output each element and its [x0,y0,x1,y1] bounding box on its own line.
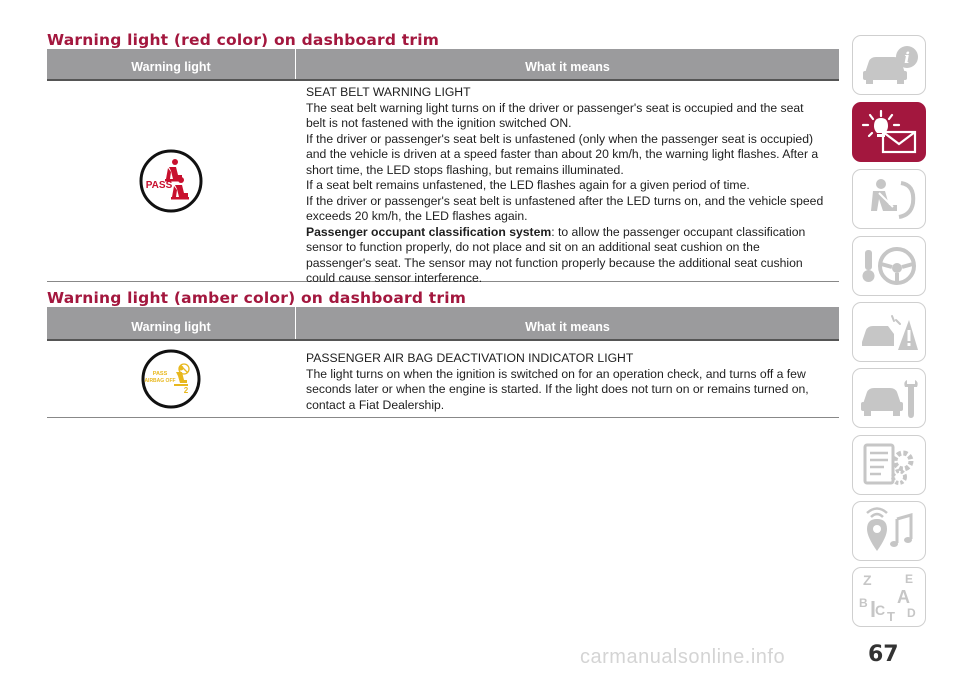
col-header-what-it-means: What it means [295,307,839,339]
car-info-icon [859,43,919,87]
tab-emergency[interactable] [852,302,926,362]
tab-alphabetical-index[interactable] [852,567,926,627]
index-letter: D [907,606,916,620]
col-header-warning-light: Warning light [131,320,211,334]
bold-term: Passenger occupant classification system [306,224,552,239]
maintenance-icon [859,374,919,422]
svg-text:i: i [904,49,910,67]
description-paragraph: If a seat belt remains unfastened, the LED flashes again for a given period of time. [306,178,750,192]
section-heading-red: Warning light (red color) on dashboard trim [47,31,440,49]
tab-vehicle-info[interactable] [852,35,926,95]
safety-airbag-icon [859,175,919,223]
col-header-warning-light: Warning light [131,60,211,74]
tab-starting-driving[interactable] [852,236,926,296]
warning-light-cell [47,81,295,281]
warning-title: SEAT BELT WARNING LIGHT [306,85,471,99]
warning-light-cell [47,341,295,417]
index-letter: T [887,609,895,623]
description-paragraph [306,225,825,287]
multimedia-icon [859,507,919,555]
index-letter: C [875,602,886,618]
page-number: 67 [868,642,899,667]
tab-multimedia[interactable] [852,501,926,561]
tab-warning-lights[interactable] [852,102,926,162]
table-header [47,307,839,341]
index-letter: A [897,587,910,607]
seat-belt-warning-icon [138,148,204,214]
technical-data-icon [859,441,919,489]
warning-title: PASSENGER AIR BAG DEACTIVATION INDICATOR LIGHT [306,351,634,365]
warning-light-message-icon [857,108,921,156]
table-row [47,341,839,418]
meaning-cell [295,341,839,417]
pass-label: PASS [145,180,173,191]
description-paragraph: The seat belt warning light turns on if the driver or passenger's seat is occupied and the seat belt is not fastened with the ignition switched ON. [306,100,804,130]
tab-technical-data[interactable] [852,435,926,495]
starting-driving-icon [859,242,919,290]
passenger-airbag-off-icon [140,348,202,410]
emergency-icon [858,308,920,356]
index-letter: Z [863,572,872,588]
pass-label: PASS [152,371,168,377]
watermark: carmanualsonline.info [580,646,786,668]
index-letter: B [859,596,868,610]
meaning-cell [295,81,839,285]
alphabetical-index-icon [857,571,921,623]
index-letter: E [905,572,914,586]
section-heading-amber: Warning light (amber color) on dashboard trim [47,289,467,307]
col-header-what-it-means: What it means [295,49,839,79]
table-row [47,81,839,285]
description-paragraph: If the driver or passenger's seat belt is unfastened after the LED turns on, and the vehicle speed exceeds 20 km/h, the LED flashes again. [306,193,824,223]
table-header [47,49,839,81]
tab-maintenance[interactable] [852,368,926,428]
warning-table-red [47,49,839,285]
tab-safety[interactable] [852,169,926,229]
indicator-number: 2 [183,386,189,395]
airbag-off-label: AIRBAG OFF [144,378,176,384]
description-paragraph: The light turns on when the ignition is switched on for an operation check, and turns off a few seconds later or when the engine is started. If the light does not turn on or remains turned on, contact a Fiat Dealership. [306,366,809,412]
bold-term-explanation: : to allow the passenger occupant classification sensor to function properly, do not place and sit on an additional seat cushion on the passenger's seat. The sensor may not function properly because the additional seat cushion could cause sensor interference. [306,224,806,285]
description-paragraph: If the driver or passenger's seat belt is unfastened (only when the passenger seat is occupied) and the vehicle is driven at a speed faster than about 20 km/h, the warning light flashes. After a short time, the LED stops flashing, but remains illuminated. [306,131,819,177]
warning-table-amber [47,307,839,418]
